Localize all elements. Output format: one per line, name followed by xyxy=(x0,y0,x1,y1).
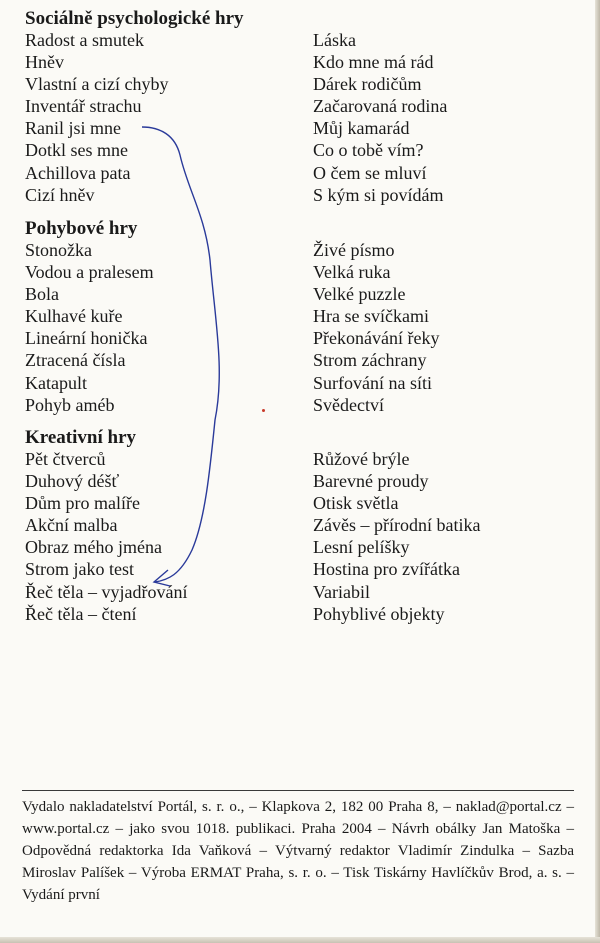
list-item: Dům pro malíře xyxy=(25,493,140,514)
list-item: Pět čtverců xyxy=(25,449,106,469)
list-item: Pohyb améb xyxy=(25,394,115,415)
list-item: Duhový déšť xyxy=(25,471,120,492)
list-item: Hra se svíčkami xyxy=(313,306,429,327)
list-item: Řeč těla – čtení xyxy=(25,603,137,624)
list-item: Achillova pata xyxy=(25,162,131,183)
list-item: Inventář strachu xyxy=(25,96,142,117)
list-item: Hostina pro zvířátka xyxy=(313,559,460,580)
list-item: Svědectví xyxy=(313,394,384,415)
colophon: Vydalo nakladatelství Portál, s. r. o., – Klapkova 2, 182 00 Praha 8, – naklad@portal.cz – www.portal.cz – jako svou 1018. publikaci. Praha 2004 – Návrh obálky Jan Matoška – Odpovědná redaktorka Ida Vaňková – Výtvarný redaktor Vladimír Zindulka – Sazba Miroslav Palíšek – Výroba ERMAT Praha, s. r. o. – Tisk Tiskárny Havlíčkův Brod, a. s. – Vydání první xyxy=(22,799,574,903)
list-item: Dotkl ses mne xyxy=(25,140,128,161)
list-item: Velké puzzle xyxy=(313,284,406,305)
arrow-stroke xyxy=(142,127,219,582)
list-item: Řeč těla – vyjadřování xyxy=(25,581,188,602)
list-item: Ranil jsi mne xyxy=(25,118,121,139)
list-item: Vodou a pralesem xyxy=(25,262,154,283)
list-item: Bola xyxy=(25,284,59,305)
ink-speck xyxy=(262,409,265,412)
section-heading: Pohybové hry xyxy=(25,218,138,239)
page-edge xyxy=(595,0,600,943)
list-item: Vlastní a cizí chyby xyxy=(25,74,169,95)
list-item: Otisk světla xyxy=(313,493,399,514)
list-item: Barevné proudy xyxy=(313,471,429,492)
list-item: Radost a smutek xyxy=(25,30,144,50)
list-item: Překonávání řeky xyxy=(313,328,440,349)
list-item: O čem se mluví xyxy=(313,162,427,183)
list-item: Stonožka xyxy=(25,240,92,260)
section-heading: Sociálně psychologické hry xyxy=(25,8,244,29)
list-item: Akční malba xyxy=(25,515,118,536)
list-item: Katapult xyxy=(25,372,87,393)
list-item: Začarovaná rodina xyxy=(313,96,448,117)
list-item: Můj kamarád xyxy=(313,118,410,139)
list-item: Lesní pelíšky xyxy=(313,537,410,558)
list-item: Kdo mne má rád xyxy=(313,52,434,73)
list-item: Hněv xyxy=(25,52,64,73)
list-item: Velká ruka xyxy=(313,262,391,283)
list-item: Surfování na síti xyxy=(313,372,432,393)
list-item: Co o tobě vím? xyxy=(313,140,424,161)
list-item: Strom jako test xyxy=(25,559,134,580)
page-edge xyxy=(0,937,600,943)
list-item: Kulhavé kuře xyxy=(25,306,123,327)
list-item: Strom záchrany xyxy=(313,350,427,371)
list-item: Pohyblivé objekty xyxy=(313,603,445,624)
list-item: Cizí hněv xyxy=(25,184,95,205)
list-item: Živé písmo xyxy=(313,240,395,260)
list-item: S kým si povídám xyxy=(313,184,444,205)
list-item: Lineární honička xyxy=(25,328,148,349)
list-item: Závěs – přírodní batika xyxy=(313,515,481,536)
list-item: Ztracená čísla xyxy=(25,350,126,371)
divider-line xyxy=(22,790,574,791)
list-item: Variabil xyxy=(313,581,370,602)
list-item: Růžové brýle xyxy=(313,449,410,469)
list-item: Dárek rodičům xyxy=(313,74,422,95)
section-heading: Kreativní hry xyxy=(25,427,137,448)
list-item: Láska xyxy=(313,30,356,50)
list-item: Obraz mého jména xyxy=(25,537,162,558)
